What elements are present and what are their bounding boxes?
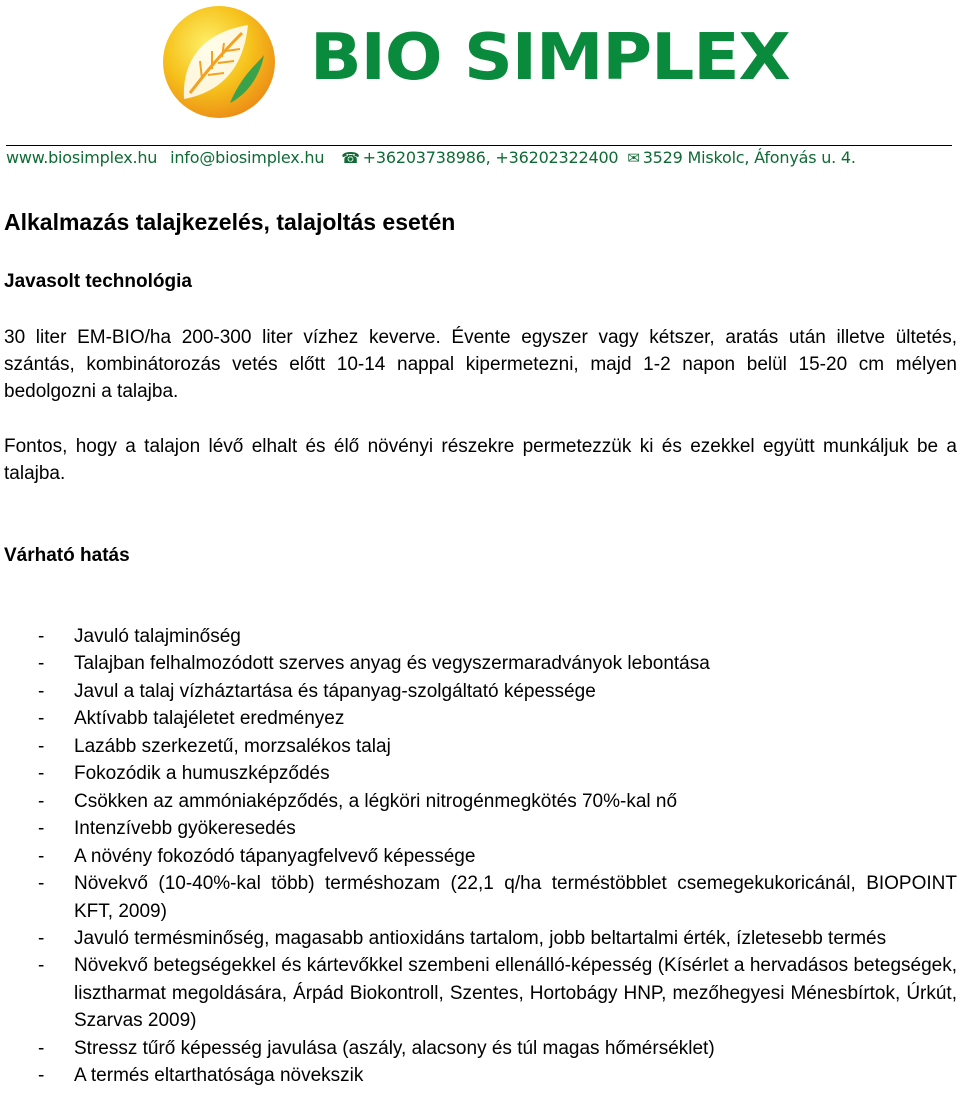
address: 3529 Miskolc, Áfonyás u. 4. — [642, 148, 856, 167]
effects-list — [0, 623, 957, 1090]
technology-paragraph-2: Fontos, hogy a talajon lévő elhalt és élő növényi részekre permetezzük ki és ezekkel együtt munkáljuk be a talajba. — [4, 436, 957, 485]
list-item: - Javuló talajminőség — [38, 626, 241, 647]
list-item: - Csökken az ammóniaképződés, a légköri nitrogénmegkötés 70%-kal nő — [38, 790, 678, 812]
list-item: - Talajban felhalmozódott szerves anyag és vegyszermaradványok lebontása — [38, 653, 710, 675]
page-title: Alkalmazás talajkezelés, talajoltás esetén — [4, 209, 456, 235]
list-item: - Lazább szerkezetű, morzsalékos talaj — [38, 735, 391, 757]
technology-paragraph-1: 30 liter EM-BIO/ha 200-300 liter vízhez keverve. Évente egyszer vagy kétszer, aratás után illetve ültetés, szántás, kombinátorozás vetés előtt 10-14 nappal kipermetezni, majd 1-2 napon belül 15-20 cm mélyen bedolgozni a talajba. — [4, 327, 957, 403]
list-item: - Növekvő betegségekkel és kártevőkkel szembeni ellenálló-képesség (Kísérlet a hervadásos betegségek, lisztharmat megoldására, Árpád Biokontroll, Szentes, Hortobágy HNP, mezőhegyesi Ménesbírtok, Úrkút, Szarvas 2009) — [38, 955, 957, 1032]
letterhead — [0, 0, 960, 175]
list-item: - Javuló termésminőség, magasabb antioxidáns tartalom, jobb beltartalmi érték, ízletesebb termés — [38, 927, 887, 949]
list-item: - Növekvő (10-40%-kal több) terméshozam (22,1 q/ha terméstöbblet csemegekukoricánál, BIOPOINT KFT, 2009) — [38, 873, 957, 922]
email-link[interactable]: info@biosimplex.hu — [170, 148, 325, 167]
list-item: - Intenzívebb gyökeresedés — [38, 818, 296, 840]
list-item: - Stressz tűrő képesség javulása (aszály, alacsony és túl magas hőmérséklet) — [38, 1037, 715, 1059]
effects-heading: Várható hatás — [4, 545, 130, 566]
list-item: - Fokozódik a humuszképződés — [38, 763, 330, 785]
website-link[interactable]: www.biosimplex.hu — [6, 148, 158, 167]
envelope-icon: ✉ — [627, 149, 640, 167]
list-item: - Aktívabb talajéletet eredményez — [38, 708, 345, 730]
contact-line — [6, 148, 856, 167]
phone-icon: ☎ — [341, 149, 360, 167]
phone-numbers: +36203738986, +36202322400 — [362, 148, 619, 167]
brand-name: BIO SIMPLEX — [310, 21, 790, 95]
technology-heading: Javasolt technológia — [4, 271, 192, 292]
list-item: - A termés eltarthatósága növekszik — [38, 1065, 364, 1087]
list-item: - Javul a talaj vízháztartása és tápanyag-szolgáltató képessége — [38, 680, 596, 702]
header-divider — [6, 145, 952, 146]
list-item: - A növény fokozódó tápanyagfelvevő képessége — [38, 845, 476, 867]
bio-simplex-logo-icon — [160, 3, 278, 121]
